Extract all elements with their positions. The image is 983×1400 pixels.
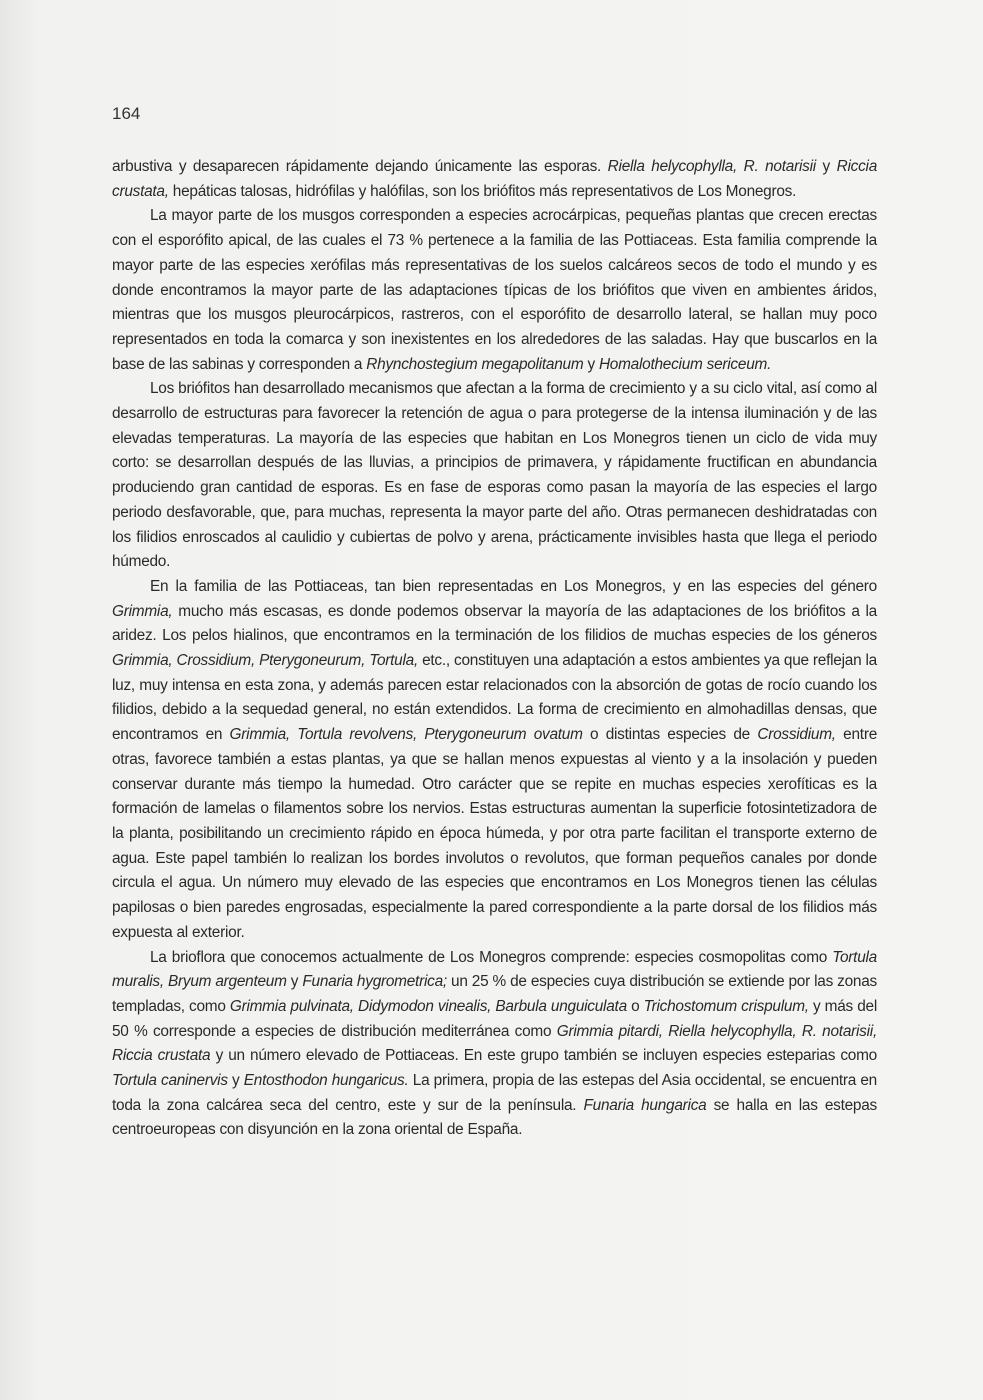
text-run: En la familia de las Pottiaceas, tan bien representadas en Los Monegros, y en las especies del género <box>150 577 877 595</box>
text-run: y <box>227 1072 244 1090</box>
text-run: etc., constituyen una adaptación a estos ambientes ya que reflejan la luz, muy intensa en esta zona, y además parecen estar relacionados con la absorción de gotas de rocío cuando los filidios, debido a la sequedad general, no están extendidos. La forma de crecimiento en almohadillas densas, que encontramos en <box>112 652 877 744</box>
italic-text-run: Grimmia, Crossidium, Pterygoneurum, Tortula, <box>112 652 418 670</box>
text-run: La mayor parte de los musgos corresponden a especies acrocárpicas, pequeñas plantas que crecen erectas con el esporófito apical, de las cuales el 73 % pertenece a la familia de las Pottiaceas. Esta familia comprende la mayor parte de las especies xerófilas más representativas de los suelos calcáreos secos de todo el mundo y es donde encontramos la mayor parte de las adaptaciones típicas de los briófitos que viven en ambientes áridos, mientras que los musgos pleurocárpicos, rastreros, con el esporófito de desarrollo lateral, se hallan muy poco representados en toda la comarca y son inexistentes en los alrededores de las saladas. Hay que buscarlos en la base de las sabinas y corresponden a <box>112 207 877 373</box>
italic-text-run: Funaria hygrometrica; <box>302 973 447 991</box>
text-run: o <box>626 997 644 1015</box>
italic-text-run: Funaria hungarica <box>583 1096 707 1114</box>
text-run: hepáticas talosas, hidrófilas y halófilas, son los briófitos más representativos de Los Monegros. <box>168 182 797 200</box>
italic-text-run: Tortula caninervis <box>112 1072 228 1090</box>
text-run: entre otras, favorece también a estas plantas, ya que se hallan menos expuestas al viento y a la insolación y pueden conservar durante más tiempo la humedad. Otro carácter que se repite en muchas especies xerofíticas es la formación de lamelas o filamentos sobre los nervios. Estas estructuras aumentan la superficie fotosintetizadora de la planta, posibilitando un crecimiento rápido en época húmeda, y por otra parte facilitan el transporte externo de agua. Este papel también lo realizan los bordes involutos o revolutos, que forman pequeños canales por donde circula el agua. Un número muy elevado de las especies que encontramos en Los Monegros tienen las células papilosas o bien paredes engrosadas, especialmente la pared correspondiente a la parte dorsal de los filidios más expuesta al exterior. <box>112 726 878 941</box>
italic-text-run: Grimmia, Tortula revolvens, Pterygoneurum ovatum <box>229 726 583 744</box>
text-run: y <box>583 355 599 373</box>
text-run: y <box>286 973 303 991</box>
italic-text-run: Trichostomum crispulum, <box>643 997 809 1015</box>
text-run: y más del 50 % corresponde a especies de distribución mediterránea como <box>112 997 877 1040</box>
italic-text-run: Grimmia pulvinata, Didymodon vinealis, Barbula unguiculata <box>229 997 627 1015</box>
text-run: o distintas especies de <box>582 726 758 744</box>
text-run: y un número elevado de Pottiaceas. En este grupo también se incluyen especies esteparias como <box>210 1047 877 1065</box>
italic-text-run: Entosthodon hungaricus. <box>243 1072 409 1090</box>
text-run: La brioflora que conocemos actualmente de Los Monegros comprende: especies cosmopolitas como <box>150 948 833 966</box>
text-run: Los briófitos han desarrollado mecanismos que afectan a la forma de crecimiento y a su ciclo vital, así como al desarrollo de estructuras para favorecer la retención de agua o para protegerse de la intensa iluminación y de las elevadas temperaturas. La mayoría de las especies que habitan en Los Monegros tienen un ciclo de vida muy corto: se desarrollan después de las lluvias, a principios de primavera, y rápidamente fructifican en abundancia produciendo gran cantidad de esporas. Es en fase de esporas como pasan la mayoría de las especies el largo periodo desfavorable, que, para muchas, representa la mayor parte del año. Otras permanecen deshidratadas con los filidios enroscados al caulidio y cubiertas de polvo y arena, prácticamente invisibles hasta que llega el periodo húmedo. <box>112 380 877 571</box>
page-number: 164 <box>112 104 141 123</box>
text-run: un 25 % de especies cuya distribución se extiende por las zonas templadas, como <box>112 973 877 1015</box>
italic-text-run: Grimmia, <box>112 602 173 620</box>
body-text <box>112 155 877 1143</box>
text-run: arbustiva y desaparecen rápidamente dejando únicamente las esporas. <box>112 158 608 175</box>
paragraph <box>112 155 877 204</box>
text-run: mucho más escasas, es donde podemos observar la mayoría de las adaptaciones de los briófitos a la aridez. Los pelos hialinos, que encontramos en la terminación de los filidios de muchas especies de los géneros <box>112 602 877 645</box>
italic-text-run: Crossidium, <box>757 726 836 744</box>
paragraph <box>112 377 877 575</box>
italic-text-run: Riella helycophylla, R. notarisii <box>607 158 816 175</box>
text-run: y <box>815 158 837 175</box>
text-run: se halla en las estepas centroeuropeas con disyunción en la zona oriental de España. <box>112 1096 877 1139</box>
paragraph <box>112 204 877 377</box>
italic-text-run: Grimmia pitardi, Riella helycophylla, R. notarisii, Riccia crustata <box>112 1022 877 1065</box>
italic-text-run: Tortula muralis, Bryum argenteum <box>112 948 877 991</box>
paragraph <box>112 575 877 946</box>
paragraph <box>112 946 877 1144</box>
italic-text-run: Homalothecium sericeum. <box>598 355 772 373</box>
italic-text-run: Riccia crustata, <box>112 158 878 200</box>
text-run: La primera, propia de las estepas del Asia occidental, se encuentra en toda la zona calcárea seca del centro, este y sur de la península. <box>112 1072 877 1114</box>
italic-text-run: Rhynchostegium megapolitanum <box>366 355 584 373</box>
